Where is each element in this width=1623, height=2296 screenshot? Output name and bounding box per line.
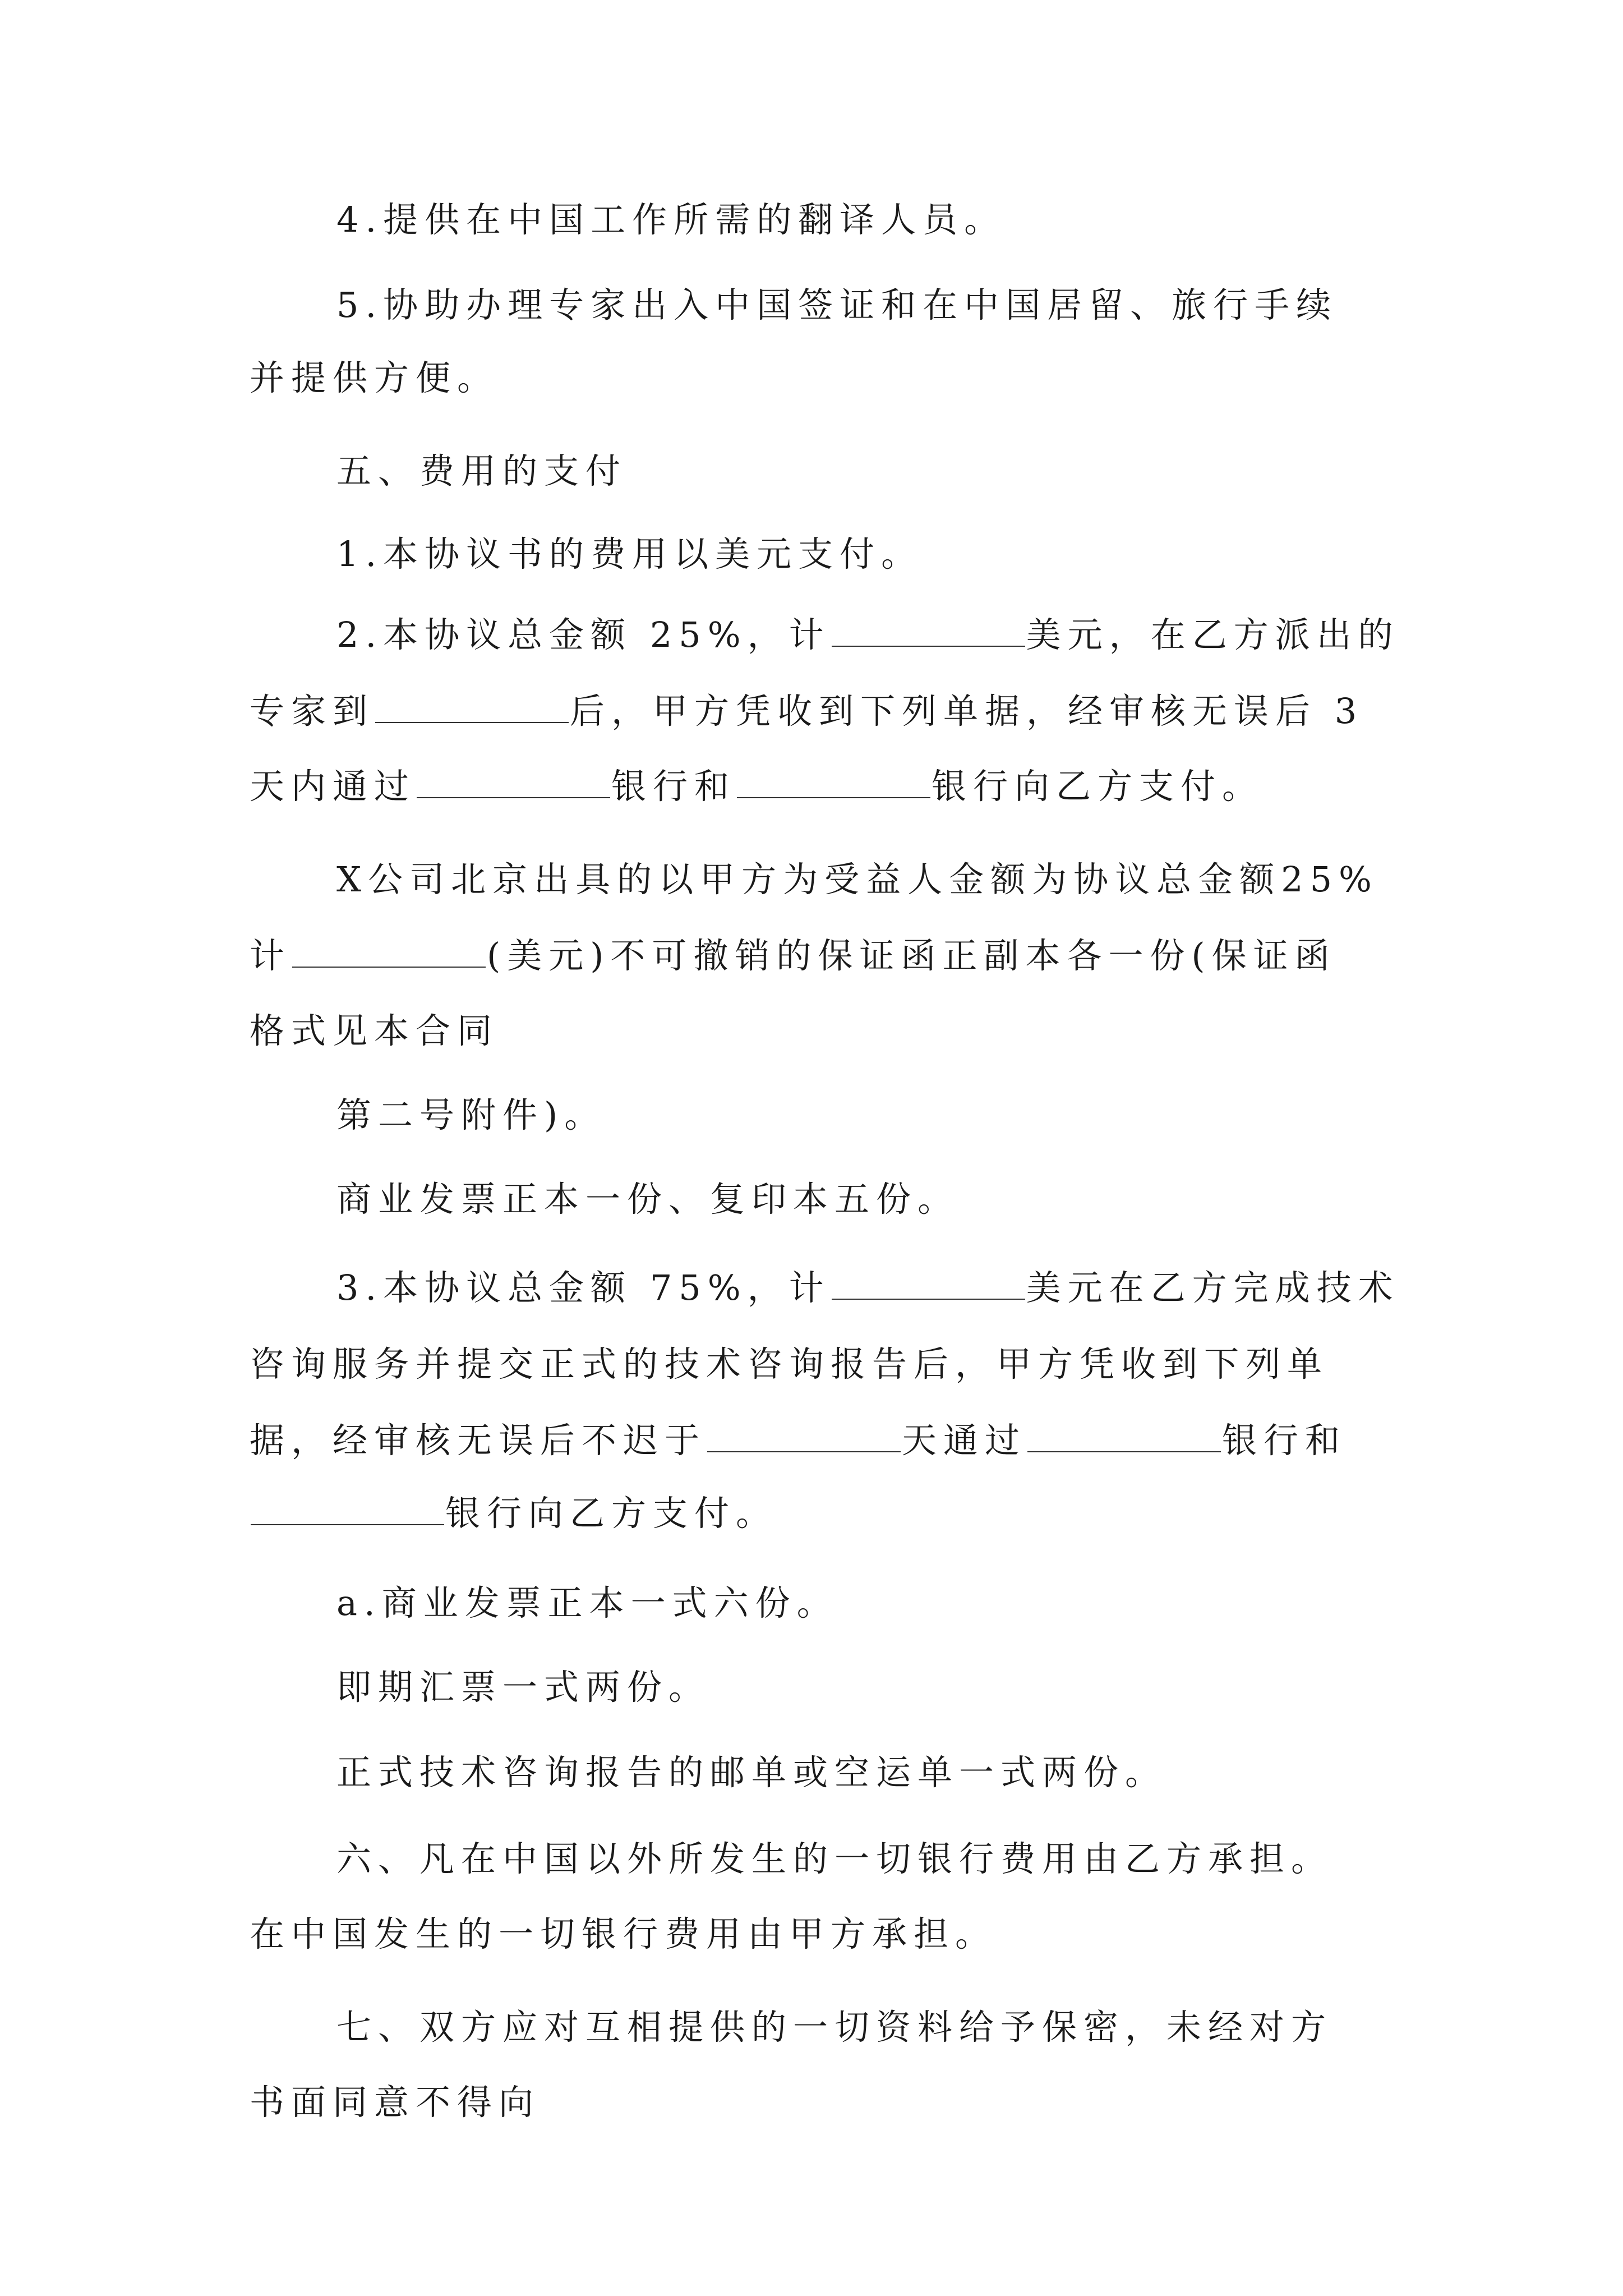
fill-in-blank: [417, 765, 610, 798]
line-text: 咨询服务并提交正式的技术咨询报告后，甲方凭收到下列单: [250, 1343, 1329, 1384]
fill-in-blank: [251, 1492, 444, 1525]
fill-in-blank: [1027, 1419, 1221, 1452]
line-text: 第二号附件)。: [336, 1094, 606, 1135]
text-line: [250, 933, 1336, 978]
line-text: 据，经审核无误后不迟于: [250, 1420, 707, 1461]
line-text: 美元在乙方完成技术: [1026, 1267, 1400, 1308]
text-line: [336, 1581, 838, 1626]
text-line: [336, 1093, 606, 1138]
section-heading: [336, 2005, 1332, 2050]
text-line: [336, 532, 923, 577]
text-line: [250, 689, 1363, 734]
line-text: 银行向乙方支付。: [445, 1493, 778, 1534]
line-text: X公司北京出具的以甲方为受益人金额为协议总金额25%: [336, 859, 1378, 900]
fill-in-blank: [375, 689, 569, 723]
line-text: 在中国发生的一切银行费用由甲方承担。: [250, 1913, 997, 1954]
line-text: 七、双方应对互相提供的一切资料给予保密，未经对方: [336, 2007, 1333, 2047]
line-text: 天通过: [902, 1420, 1027, 1461]
text-line: [336, 283, 1338, 328]
line-text: 银行和: [611, 766, 736, 807]
text-line: [250, 2080, 540, 2125]
text-line: [250, 356, 499, 401]
line-text: 3.本协议总金额 75%，计: [336, 1267, 831, 1308]
fill-in-blank: [737, 765, 930, 798]
line-text: 商业发票正本一份、复印本五份。: [336, 1179, 960, 1220]
line-text: 天内通过: [250, 766, 416, 807]
line-text: 格式见本合同: [250, 1010, 499, 1051]
line-text: 后，甲方凭收到下列单据，经审核无误后 3: [570, 691, 1364, 731]
text-line: [336, 1266, 1400, 1310]
line-text: a.商业发票正本一式六份。: [336, 1582, 838, 1623]
line-text: 美元，在乙方派出的: [1026, 614, 1400, 655]
fill-in-blank: [292, 934, 486, 968]
line-text: (美元)不可撤销的保证函正副本各一份(保证函: [487, 935, 1336, 976]
line-text: 即期汇票一式两份。: [336, 1667, 711, 1708]
section-heading: [336, 449, 627, 494]
text-line: [250, 1912, 997, 1957]
text-line: [336, 1665, 710, 1710]
line-text: 2.本协议总金额 25%，计: [336, 614, 831, 655]
fill-in-blank: [832, 613, 1025, 647]
fill-in-blank: [832, 1266, 1025, 1300]
line-text: 书面同意不得向: [250, 2082, 541, 2123]
line-text: 1.本协议书的费用以美元支付。: [336, 533, 923, 574]
section-heading: [336, 1837, 1332, 1881]
line-text: 4.提供在中国工作所需的翻译人员。: [336, 199, 1006, 240]
line-text: 专家到: [250, 691, 375, 731]
line-text: 并提供方便。: [250, 357, 499, 398]
line-text: 银行和: [1222, 1420, 1347, 1461]
fill-in-blank: [707, 1419, 901, 1452]
text-line: [250, 1418, 1347, 1463]
text-line: [250, 1009, 499, 1053]
line-text: 正式技术咨询报告的邮单或空运单一式两份。: [336, 1752, 1167, 1793]
text-line: [336, 1177, 959, 1222]
line-text: 计: [250, 935, 292, 976]
line-text: 银行向乙方支付。: [932, 766, 1264, 807]
line-text: 5.协助办理专家出入中国签证和在中国居留、旅行手续: [336, 284, 1338, 325]
text-line: [250, 1491, 777, 1536]
text-line: [250, 764, 1264, 809]
text-line: [336, 197, 1006, 242]
text-line: [336, 613, 1400, 657]
text-line: [336, 1750, 1166, 1795]
line-text: 五、费用的支付: [336, 450, 628, 491]
text-line: [336, 857, 1378, 902]
line-text: 六、凡在中国以外所发生的一切银行费用由乙方承担。: [336, 1838, 1333, 1879]
text-line: [250, 1342, 1329, 1387]
